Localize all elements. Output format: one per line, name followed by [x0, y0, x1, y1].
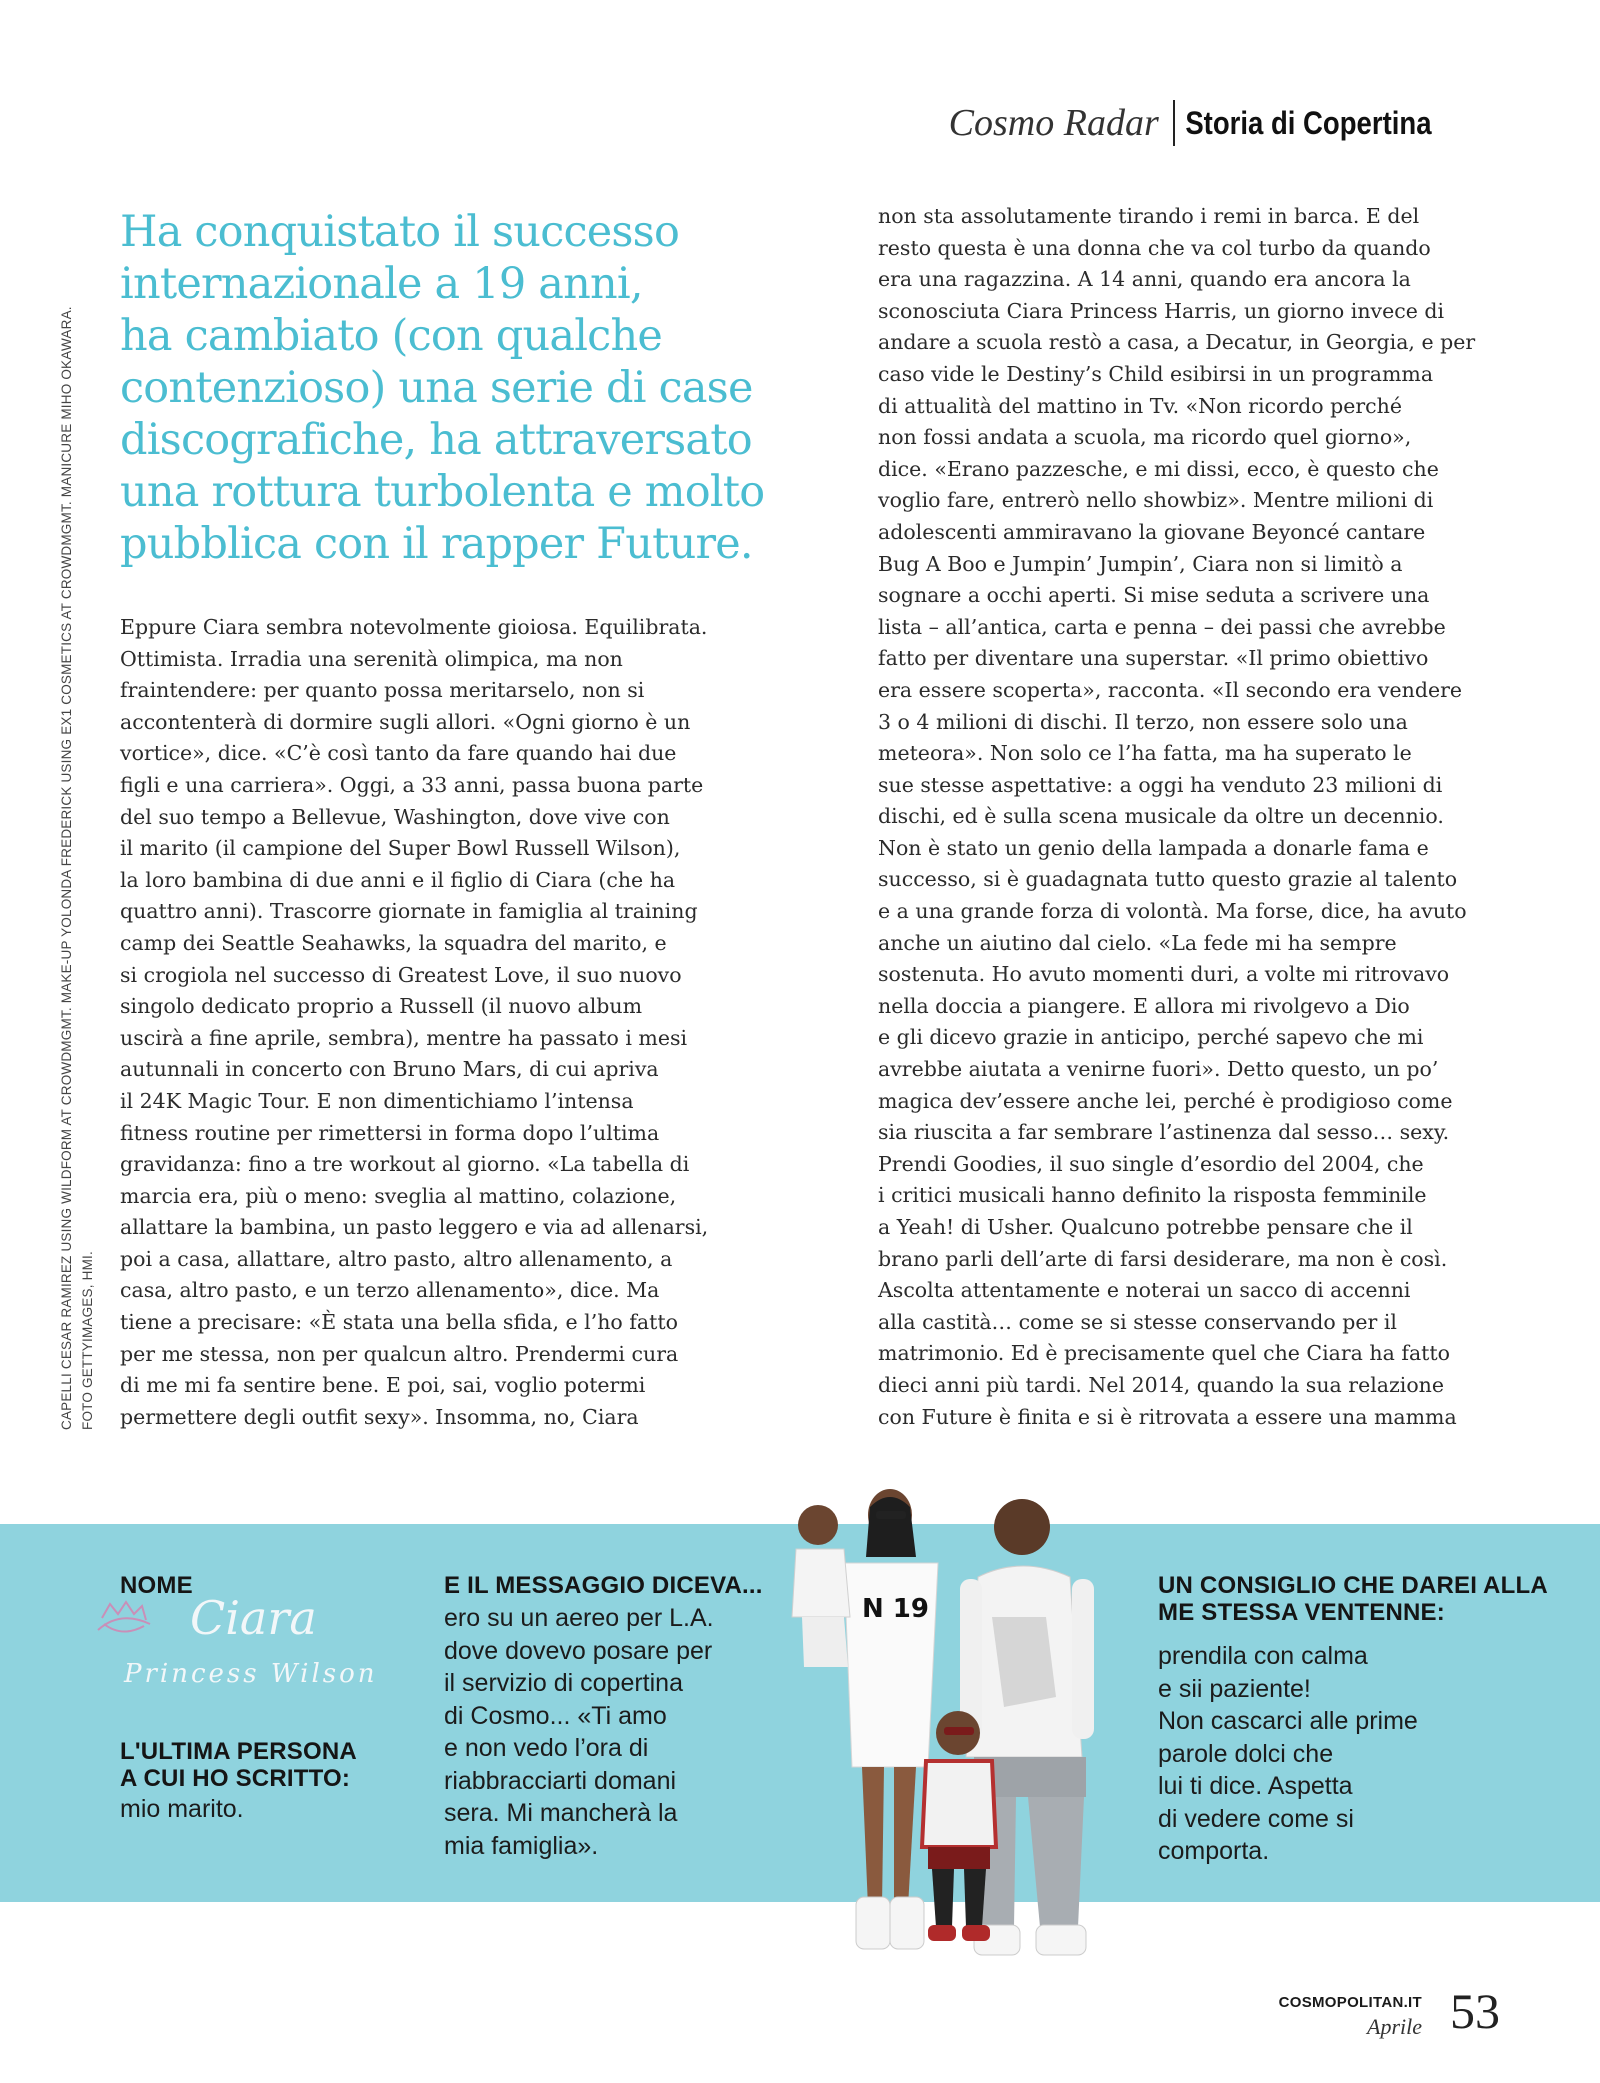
body-text-line: matrimonio. Ed è precisamente quel che Ciara ha fatto: [878, 1341, 1450, 1366]
body-text-line: gravidanza: fino a tre workout al giorno. «La tabella di: [120, 1152, 690, 1177]
pull-quote-line: contenzioso) una serie di case: [120, 363, 753, 413]
message-text-line: sera. Mi mancherà la: [444, 1799, 678, 1827]
body-text-line: lista – all’antica, carta e penna – dei passi che avrebbe: [878, 614, 1446, 639]
message-heading: E IL MESSAGGIO DICEVA...: [444, 1572, 763, 1599]
body-text-line: resto questa è una donna che va col turbo da quando: [878, 235, 1431, 260]
signature-image: [90, 1580, 390, 1700]
body-text-line: figli e una carriera». Oggi, a 33 anni, passa buona parte: [120, 772, 704, 797]
message-text-line: di Cosmo... «Ti amo: [444, 1701, 667, 1730]
body-text-line: alla castità… come se si stesse conservando per il: [878, 1309, 1397, 1334]
body-text-line: fraintendere: per quanto possa meritarselo, non si: [120, 678, 645, 703]
body-text-line: non fossi andata a scuola, ma ricordo quel giorno»,: [878, 425, 1412, 450]
body-text-line: del suo tempo a Bellevue, Washington, dove vive con: [120, 804, 670, 829]
body-text-line: Non è stato un genio della lampada a donarle fama e: [878, 835, 1429, 860]
body-text-line: successo, si è guadagnata tutto questo grazie al talento: [878, 867, 1458, 892]
family-photo: [778, 1467, 1158, 1967]
body-text-line: Eppure Ciara sembra notevolmente gioiosa. Equilibrata.: [120, 615, 708, 639]
body-text-line: poi a casa, allattare, altro pasto, altro allenamento, a: [120, 1246, 673, 1271]
body-text-line: uscirà a fine aprile, sembra), mentre ha passato i mesi: [120, 1025, 688, 1050]
body-text-line: e a una grande forza di volontà. Ma forse, dice, ha avuto: [878, 899, 1467, 924]
body-text-line: Ottimista. Irradia una serenità olimpica, ma non: [120, 646, 623, 671]
body-text-line: Ascolta attentamente e noterai un sacco di accenni: [878, 1278, 1411, 1303]
advice-text-line: Non cascarci alle prime: [1158, 1707, 1418, 1735]
body-column-right: [878, 201, 1475, 1433]
last-person-text: mio marito.: [120, 1795, 244, 1823]
body-text-line: a Yeah! di Usher. Qualcuno potrebbe pensare che il: [878, 1215, 1413, 1239]
body-text-line: andare a scuola restò a casa, a Decatur, in Georgia, e per: [878, 330, 1476, 355]
footer-site: COSMOPOLITAN.IT: [1278, 1994, 1422, 2011]
pull-quote-line: una rottura turbolenta e molto: [120, 467, 765, 517]
advice-text-line: parole dolci che: [1158, 1739, 1334, 1768]
body-text-line: sostenuta. Ho avuto momenti duri, a volte mi ritrovavo: [878, 962, 1450, 987]
pull-quote-line: discografiche, ha attraversato: [120, 415, 752, 465]
body-text-line: e gli dicevo grazie in anticipo, perché sapevo che mi: [878, 1025, 1424, 1050]
body-text-line: dischi, ed è sulla scena musicale da oltre un decennio.: [878, 804, 1444, 829]
message-text-line: dove dovevo posare per: [444, 1636, 713, 1665]
body-text-line: permettere degli outfit sexy». Insomma, no, Ciara: [120, 1404, 639, 1429]
message-text-line: ero su un aereo per L.A.: [444, 1604, 714, 1632]
body-column-left: [120, 612, 708, 1433]
body-text-line: Bug A Boo e Jumpin’ Jumpin’, Ciara non si limitò a: [878, 551, 1403, 576]
body-text-line: marcia era, più o meno: sveglia al mattino, colazione,: [120, 1183, 677, 1208]
body-text-line: si crogiola nel successo di Greatest Love, il suo nuovo: [120, 962, 682, 987]
body-text-line: brano parli dell’arte di farsi desiderare, ma non è così.: [878, 1246, 1448, 1271]
body-text-line: 3 o 4 milioni di dischi. Il terzo, non essere solo una: [878, 709, 1408, 734]
advice-text-line: prendila con calma: [1158, 1642, 1368, 1670]
name-heading: NOME: [120, 1572, 193, 1599]
svg-text:N 19: N 19: [862, 1594, 929, 1624]
body-text-line: vortice», dice. «C’è così tanto da fare quando hai due: [120, 741, 677, 766]
body-text-line: dice. «Erano pazzesche, e mi dissi, ecco, è questo che: [878, 456, 1439, 481]
body-text-line: sia riuscita a far sembrare l’astinenza dal sesso… sexy.: [878, 1120, 1450, 1145]
message-text: [444, 1602, 714, 1862]
body-text-line: non sta assolutamente tirando i remi in barca. E del: [878, 204, 1420, 228]
body-text-line: con Future è finita e si è ritrovata a essere una mamma: [878, 1404, 1457, 1429]
message-text-line: riabbracciarti domani: [444, 1766, 677, 1795]
body-text-line: Prendi Goodies, il suo single d’esordio del 2004, che: [878, 1151, 1424, 1176]
body-text-line: dieci anni più tardi. Nel 2014, quando la sua relazione: [878, 1372, 1445, 1397]
advice-text-line: comporta.: [1158, 1837, 1270, 1865]
woman-figure: [844, 1489, 938, 1949]
credits-line: CAPELLI CESAR RAMIREZ USING WILDFORM AT CROWDMGMT. MAKE-UP YOLONDA FREDERICK USING EX1 COSMETICS AT CROWDMGMT. MANICURE MIHO OKAWARA.: [59, 306, 74, 1430]
body-text-line: tiene a precisare: «È stata una bella sfida, e l’ho fatto: [120, 1310, 678, 1335]
message-text-line: il servizio di copertina: [444, 1669, 683, 1697]
body-text-line: i critici musicali hanno definito la risposta femminile: [878, 1183, 1427, 1208]
advice-text-line: e sii paziente!: [1158, 1674, 1311, 1703]
body-text-line: adolescenti ammiravano la giovane Beyoncé cantare: [878, 519, 1426, 544]
section-label: Cosmo Radar: [949, 100, 1175, 146]
page-number: 53: [1450, 1983, 1500, 2039]
credits-line: FOTO GETTYIMAGES, HMI.: [80, 1251, 95, 1430]
baby-figure: [792, 1505, 850, 1667]
body-text-line: caso vide le Destiny’s Child esibirsi in un programma: [878, 361, 1434, 386]
body-text-line: di attualità del mattino in Tv. «Non ricordo perché: [878, 393, 1402, 418]
body-text-line: nella doccia a piangere. E allora mi rivolgevo a Dio: [878, 993, 1410, 1018]
pull-quote: [120, 206, 770, 570]
signature-last-name: Princess Wilson: [124, 1659, 378, 1689]
body-text-line: fitness routine per rimettersi in forma dopo l’ultima: [120, 1120, 660, 1145]
body-text-line: era una ragazzina. A 14 anni, quando era ancora la: [878, 267, 1411, 292]
body-text-line: di me mi fa sentire bene. E poi, sai, voglio potermi: [120, 1373, 646, 1398]
body-text-line: casa, altro pasto, e un terzo allenamento», dice. Ma: [120, 1278, 660, 1303]
message-text-line: e non vedo l’ora di: [444, 1734, 649, 1762]
advice-text: [1158, 1640, 1418, 1868]
body-text-line: quattro anni). Trascorre giornate in famiglia al training: [120, 899, 698, 924]
body-text-line: accontenterà di dormire sugli allori. «Ogni giorno è un: [120, 709, 691, 734]
section-header: [949, 100, 1473, 146]
last-person-heading: L'ULTIMA PERSONA A CUI HO SCRITTO:: [120, 1738, 357, 1792]
body-text-line: avrebbe aiutata a venirne fuori». Detto questo, un po’: [878, 1057, 1439, 1082]
section-name: Storia di Copertina: [1185, 105, 1432, 141]
pull-quote-line: pubblica con il rapper Future.: [120, 519, 753, 569]
advice-text-line: lui ti dice. Aspetta: [1158, 1772, 1353, 1800]
footer-month: Aprile: [1367, 2014, 1422, 2039]
body-text-line: il 24K Magic Tour. E non dimentichiamo l’intensa: [120, 1088, 634, 1113]
pull-quote-line: internazionale a 19 anni,: [120, 259, 643, 309]
message-text-line: mia famiglia».: [444, 1831, 599, 1860]
body-text-line: anche un aiutino dal cielo. «La fede mi ha sempre: [878, 930, 1397, 955]
body-text-line: voglio fare, entrerò nello showbiz». Mentre milioni di: [878, 488, 1434, 513]
advice-text-line: di vedere come si: [1158, 1804, 1354, 1833]
body-text-line: meteora». Non solo ce l’ha fatta, ma ha superato le: [878, 741, 1412, 766]
body-text-line: autunnali in concerto con Bruno Mars, di cui apriva: [120, 1057, 659, 1082]
body-text-line: sconosciuta Ciara Princess Harris, un giorno invece di: [878, 298, 1445, 323]
body-text-line: singolo dedicato proprio a Russell (il nuovo album: [120, 994, 643, 1019]
body-text-line: era essere scoperta», racconta. «Il secondo era vendere: [878, 677, 1463, 702]
body-text-line: magica dev’essere anche lei, perché è prodigioso come: [878, 1088, 1453, 1113]
signature-first-name: Ciara: [190, 1591, 317, 1645]
body-text-line: camp dei Seattle Seahawks, la squadra del marito, e: [120, 930, 667, 955]
body-text-line: fatto per diventare una superstar. «Il primo obiettivo: [878, 646, 1429, 671]
body-text-line: per me stessa, non per qualcun altro. Prendermi cura: [120, 1341, 679, 1366]
advice-heading: UN CONSIGLIO CHE DAREI ALLA ME STESSA VENTENNE:: [1158, 1572, 1548, 1626]
photo-credits: [56, 270, 116, 1430]
pull-quote-line: ha cambiato (con qualche: [120, 311, 662, 361]
body-text-line: la loro bambina di due anni e il figlio di Ciara (che ha: [120, 867, 676, 892]
body-text-line: allattare la bambina, un pasto leggero e via ad allenarsi,: [120, 1215, 709, 1240]
body-text-line: sognare a occhi aperti. Si mise seduta a scrivere una: [878, 583, 1430, 608]
body-text-line: sue stesse aspettative: a oggi ha venduto 23 milioni di: [878, 772, 1443, 797]
pull-quote-line: Ha conquistato il successo: [120, 207, 680, 257]
body-text-line: il marito (il campione del Super Bowl Russell Wilson),: [120, 836, 681, 861]
